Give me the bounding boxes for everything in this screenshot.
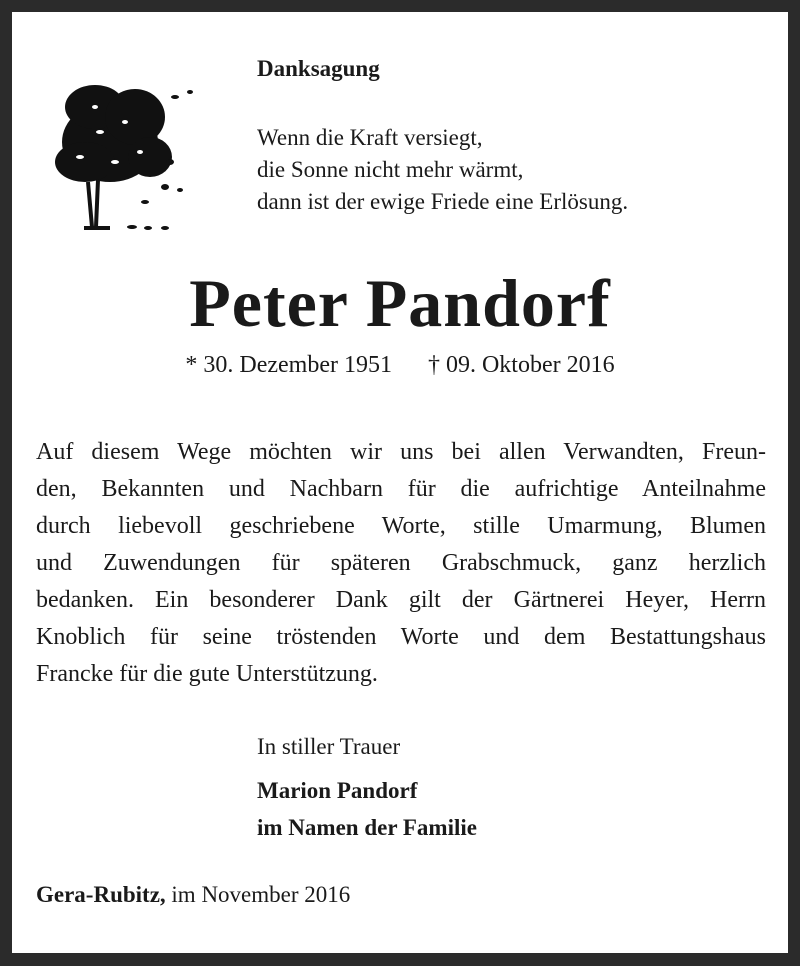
body-line: den, Bekannten und Nachbarn für die aufrichtige Anteilnahme	[36, 476, 766, 502]
signature-intro: In stiller Trauer	[257, 734, 401, 759]
body-line: Francke für die gute Unterstützung.	[36, 661, 378, 687]
death-date: † 09. Oktober 2016	[427, 352, 615, 378]
date: im November 2016	[165, 882, 351, 907]
place-date	[36, 882, 350, 908]
signature	[257, 728, 477, 846]
obituary-notice	[12, 12, 788, 953]
signature-family: im Namen der Familie	[257, 815, 477, 840]
verse-line: Wenn die Kraft versiegt,	[257, 125, 483, 150]
signature-name: Marion Pandorf	[257, 778, 418, 803]
verse-line: dann ist der ewige Friede eine Erlösung.	[257, 189, 629, 214]
heading: Danksagung	[257, 56, 380, 81]
body-line: Knoblich für seine tröstenden Worte und dem Bestattungshaus	[36, 624, 766, 650]
body-line: Auf diesem Wege möchten wir uns bei allen Verwandten, Freun-	[36, 439, 766, 465]
deceased-name: Peter Pandorf	[189, 265, 611, 341]
life-dates	[12, 352, 788, 379]
body-line: durch liebevoll geschriebene Worte, stille Umarmung, Blumen	[36, 513, 766, 539]
body-line: und Zuwendungen für späteren Grabschmuck, ganz herzlich	[36, 550, 766, 576]
body-line: bedanken. Ein besonderer Dank gilt der Gärtnerei Heyer, Herrn	[36, 587, 766, 613]
town: Gera-Rubitz,	[36, 882, 166, 907]
tree-illustration-icon	[40, 62, 200, 237]
verse	[257, 122, 628, 218]
birth-date: * 30. Dezember 1951	[185, 352, 392, 378]
verse-line: die Sonne nicht mehr wärmt,	[257, 157, 524, 182]
thank-you-text	[36, 434, 766, 693]
